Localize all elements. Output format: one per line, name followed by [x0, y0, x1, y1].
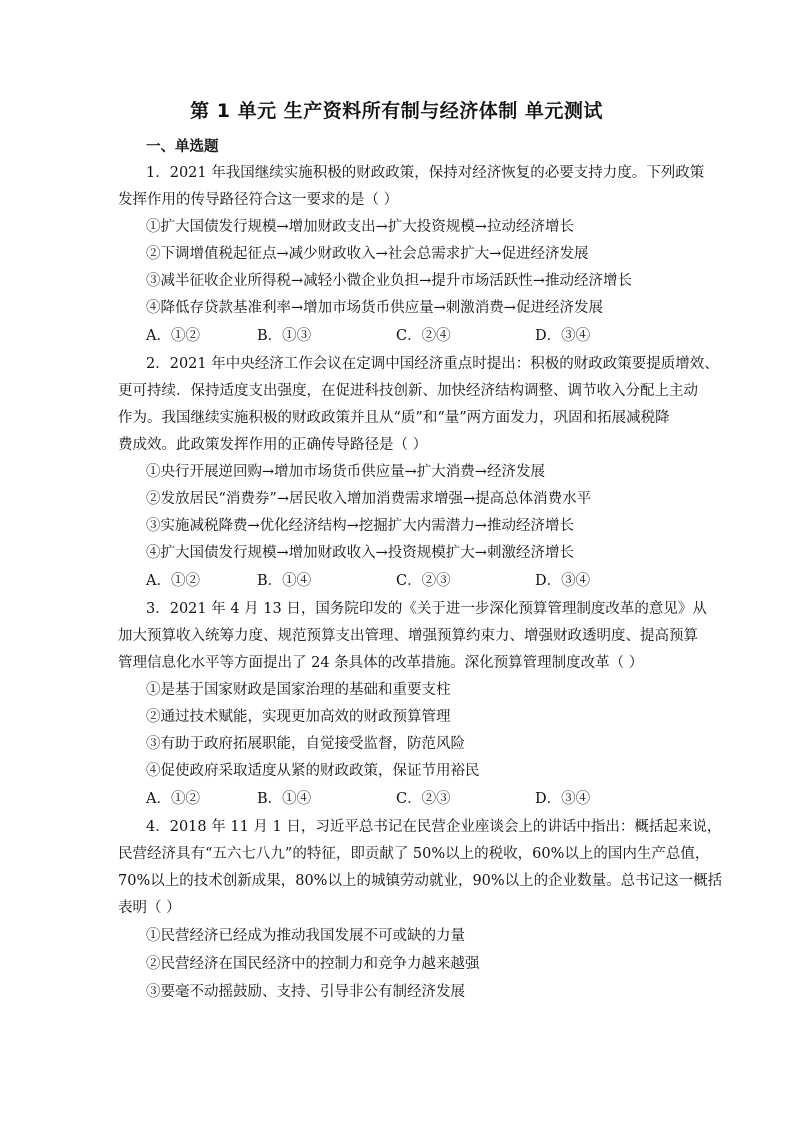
- question-3-option-a: A．①②: [146, 791, 200, 807]
- question-1-option-b: B．①③: [257, 328, 312, 344]
- question-1-option-a: A．①②: [146, 328, 200, 344]
- question-1-item-3: ③减半征收企业所得税→减轻小微企业负担→提升市场活跃性→推动经济增长: [146, 273, 632, 289]
- question-4-item-3: ③要毫不动摇鼓励、支持、引导非公有制经济发展: [146, 984, 465, 1000]
- question-3-stem-line-1: 3．2021 年 4 月 13 日，国务院印发的《关于进一步深化预算管理制度改革的意见》从: [146, 601, 707, 617]
- question-4-stem-line-2: 民营经济具有“五六七八九”的特征，即贡献了 50%以上的税收，60%以上的国内生产总值，: [118, 846, 710, 862]
- question-1-stem-line-2: 发挥作用的传导路径符合这一要求的是（ ）: [118, 192, 399, 208]
- question-1-item-1: ①扩大国债发行规模→增加财政支出→扩大投资规模→拉动经济增长: [146, 219, 574, 235]
- question-2-option-b: B．①④: [257, 573, 312, 589]
- question-2-option-d: D．③④: [535, 573, 591, 589]
- question-2-item-3: ③实施减税降费→优化经济结构→挖掘扩大内需潜力→推动经济增长: [146, 518, 574, 534]
- section-heading: 一、单选题: [146, 139, 219, 155]
- question-3-option-b: B．①④: [257, 791, 312, 807]
- question-4-item-2: ②民营经济在国民经济中的控制力和竞争力越来越强: [146, 956, 480, 972]
- question-1-item-4: ④降低存贷款基准利率→增加市场货币供应量→刺激消费→促进经济发展: [146, 300, 603, 316]
- question-3-item-2: ②通过技术赋能，实现更加高效的财政预算管理: [146, 709, 451, 725]
- question-4-stem-line-3: 70%以上的技术创新成果，80%以上的城镇劳动就业，90%以上的企业数量。总书记这一概括: [118, 873, 723, 889]
- question-1-option-c: C．②④: [396, 328, 451, 344]
- question-2-stem-line-3: 作为。我国继续实施积极的财政政策并且从“质”和“量”两方面发力，巩固和拓展减税降: [118, 410, 670, 426]
- question-1-stem-line-1: 1．2021 年我国继续实施积极的财政政策，保持对经济恢复的必要支持力度。下列政策: [146, 165, 705, 181]
- question-4-stem-line-1: 4．2018 年 11 月 1 日，习近平总书记在民营企业座谈会上的讲话中指出：概括起来说，: [146, 819, 722, 835]
- question-2-item-1: ①央行开展逆回购→增加市场货币供应量→扩大消费→经济发展: [146, 464, 545, 480]
- question-1-option-d: D．③④: [535, 328, 591, 344]
- question-2-item-4: ④扩大国债发行规模→增加财政收入→投资规模扩大→刺激经济增长: [146, 545, 574, 561]
- page-title: 第 1 单元 生产资料所有制与经济体制 单元测试: [190, 100, 603, 122]
- question-2-stem-line-4: 费成效。此政策发挥作用的正确传导路径是（ ）: [118, 437, 428, 453]
- question-2-option-c: C．②③: [396, 573, 451, 589]
- question-3-item-3: ③有助于政府拓展职能，自觉接受监督，防范风险: [146, 736, 465, 752]
- question-3-stem-line-2: 加大预算收入统筹力度、规范预算支出管理、增强预算约束力、增强财政透明度、提高预算: [118, 628, 698, 644]
- question-2-item-2: ②发放居民“消费券”→居民收入增加消费需求增强→提高总体消费水平: [146, 491, 592, 507]
- question-4-item-1: ①民营经济已经成为推动我国发展不可或缺的力量: [146, 928, 465, 944]
- question-2-stem-line-1: 2．2021 年中央经济工作会议在定调中国经济重点时提出：积极的财政政策要提质增效、: [146, 356, 719, 372]
- question-3-option-c: C．②③: [396, 791, 451, 807]
- question-3-item-1: ①是基于国家财政是国家治理的基础和重要支柱: [146, 682, 451, 698]
- question-4-stem-line-4: 表明（ ）: [118, 900, 181, 916]
- question-3-option-d: D．③④: [535, 791, 591, 807]
- question-2-option-a: A．①②: [146, 573, 200, 589]
- question-3-item-4: ④促使政府采取适度从紧的财政政策，保证节用裕民: [146, 763, 480, 779]
- question-1-item-2: ②下调增值税起征点→减少财政收入→社会总需求扩大→促进经济发展: [146, 246, 589, 262]
- question-2-stem-line-2: 更可持续．保持适度支出强度，在促进科技创新、加快经济结构调整、调节收入分配上主动: [118, 383, 698, 399]
- question-3-stem-line-3: 管理信息化水平等方面提出了 24 条具体的改革措施。深化预算管理制度改革（ ）: [118, 655, 644, 671]
